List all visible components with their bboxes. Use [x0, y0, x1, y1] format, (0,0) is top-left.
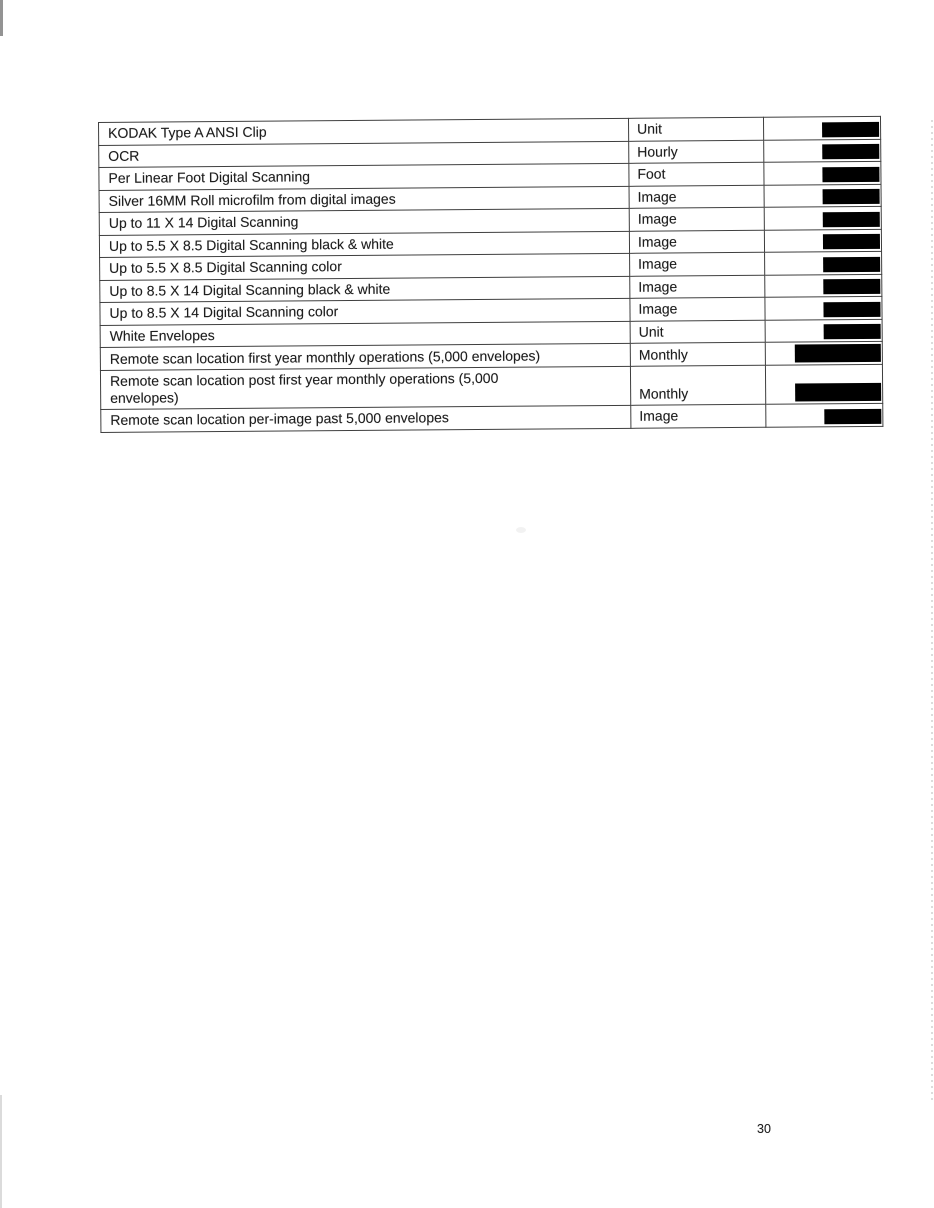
price-cell: [765, 296, 882, 319]
scan-artifact-right-edge: [931, 120, 933, 1100]
unit-cell: Image: [631, 405, 766, 429]
redacted-price-bar: [795, 383, 881, 402]
table-row: [101, 404, 883, 433]
scan-artifact-left-edge-bottom: [0, 1095, 2, 1208]
page-number: 30: [757, 1122, 771, 1136]
item-description: Up to 5.5 X 8.5 Digital Scanning color: [100, 253, 630, 280]
unit-cell: Image: [629, 230, 764, 254]
price-cell: [764, 139, 881, 162]
price-cell: [765, 365, 882, 405]
item-description: OCR: [99, 141, 629, 168]
unit-cell: Monthly: [630, 366, 765, 406]
unit-cell: Hourly: [629, 140, 764, 164]
unit-cell: Image: [629, 207, 764, 231]
unit-cell: Image: [630, 275, 765, 299]
unit-cell: Foot: [629, 162, 764, 186]
item-description: Up to 8.5 X 14 Digital Scanning black & white: [100, 276, 630, 303]
unit-cell: Image: [630, 252, 765, 276]
item-description: Up to 5.5 X 8.5 Digital Scanning black & white: [99, 231, 629, 258]
price-cell: [765, 341, 882, 365]
unit-cell: Image: [630, 297, 765, 321]
price-cell: [764, 161, 881, 184]
item-description: Up to 8.5 X 14 Digital Scanning color: [100, 298, 630, 325]
redacted-price-bar: [824, 324, 881, 339]
unit-cell: Unit: [630, 320, 765, 344]
scan-artifact-smudge: [516, 527, 526, 533]
price-cell: [764, 206, 881, 229]
redacted-price-bar: [822, 121, 879, 136]
pricing-table: [98, 116, 883, 433]
pricing-table-container: [98, 116, 850, 433]
redacted-price-bar: [823, 189, 880, 204]
redacted-price-bar: [823, 256, 880, 271]
price-cell: [765, 319, 882, 342]
redacted-price-bar: [823, 279, 880, 294]
item-description: KODAK Type A ANSI Clip: [99, 118, 629, 145]
redacted-price-bar: [823, 301, 880, 316]
price-cell: [765, 274, 882, 297]
redacted-price-bar: [823, 211, 880, 226]
redacted-price-bar: [823, 234, 880, 249]
unit-cell: Monthly: [630, 342, 765, 366]
unit-cell: Image: [629, 185, 764, 209]
price-cell: [766, 404, 883, 427]
item-description: White Envelopes: [100, 321, 630, 348]
item-description: Up to 11 X 14 Digital Scanning: [99, 208, 629, 235]
redacted-price-bar: [822, 166, 879, 181]
scan-artifact-top-left: [0, 0, 3, 36]
unit-cell: Unit: [628, 117, 763, 141]
pricing-table-body: [99, 116, 883, 432]
price-cell: [763, 116, 880, 139]
item-description: Remote scan location post first year monthly operations (5,000 envelopes): [100, 367, 630, 410]
price-cell: [764, 229, 881, 252]
table-row: [100, 365, 882, 410]
price-cell: [764, 184, 881, 207]
item-description: Remote scan location per-image past 5,000 envelopes: [101, 406, 631, 433]
redacted-price-bar: [795, 344, 881, 363]
redacted-price-bar: [824, 409, 881, 424]
redacted-price-bar: [822, 144, 879, 159]
item-description: Remote scan location first year monthly operations (5,000 envelopes): [100, 343, 630, 370]
item-description: Silver 16MM Roll microfilm from digital images: [99, 186, 629, 213]
item-description: Per Linear Foot Digital Scanning: [99, 163, 629, 190]
price-cell: [765, 251, 882, 274]
